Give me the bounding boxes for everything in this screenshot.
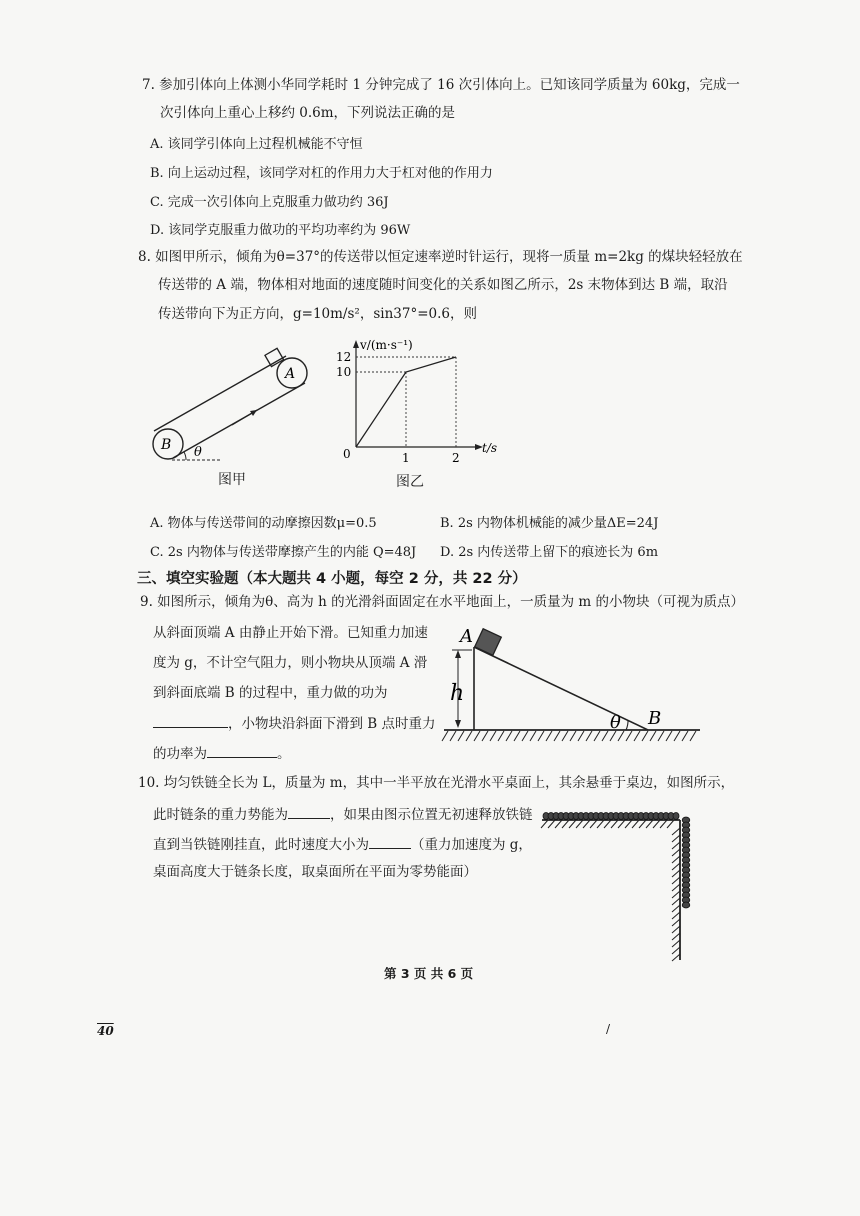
q9-line5-text: ，小物块沿斜面下滑到 B 点时重力 — [228, 716, 436, 732]
q9-stem-line2: 从斜面顶端 A 由静止开始下滑。已知重力加速 — [153, 625, 428, 641]
q7-stem-line1: 7. 参加引体向上体测小华同学耗时 1 分钟完成了 16 次引体向上。已知该同学质量为 60kg，完成一 — [142, 77, 740, 93]
chart-xlabel: t/s — [482, 441, 498, 455]
q10-line3-post: （重力加速度为 g， — [411, 837, 532, 853]
table-hatch — [646, 820, 653, 828]
q9-blank-2[interactable] — [207, 743, 277, 758]
table-hatch — [555, 820, 562, 828]
table-hatch — [672, 856, 680, 863]
q9-blank-1[interactable] — [153, 713, 228, 728]
q7-option-a: A. 该同学引体向上过程机械能不守恒 — [150, 137, 363, 152]
belt-label-a: A — [285, 366, 296, 382]
incline-label-a: A — [460, 626, 473, 647]
chart-ylabel: v/(m·s⁻¹) — [360, 338, 413, 352]
q9-stem-line4: 到斜面底端 B 的过程中，重力做的功为 — [153, 685, 388, 701]
q10-stem-line1: 10. 均匀铁链全长为 L，质量为 m，其中一半平放在光滑水平桌面上，其余悬垂于桌边，如图所示， — [138, 775, 735, 791]
table-hatch — [672, 842, 680, 849]
stray-mark: / — [606, 1022, 611, 1036]
conveyor-belt-figure — [140, 340, 340, 470]
table-hatch — [583, 820, 590, 828]
chain-table-figure — [540, 798, 700, 968]
q10-line3-pre: 直到当铁链刚挂直，此时速度大小为 — [153, 837, 369, 853]
incline-label-b: B — [648, 708, 662, 729]
table-hatch — [672, 926, 680, 933]
q10-blank-1[interactable] — [288, 804, 330, 819]
margin-note: 40 — [97, 1024, 114, 1038]
table-hatch — [672, 863, 680, 870]
q9-stem-line5 — [153, 713, 436, 733]
table-hatch — [604, 820, 611, 828]
belt-label-theta: θ — [194, 445, 202, 460]
q10-stem-line2 — [153, 804, 533, 824]
q10-stem-line4: 桌面高度大于链条长度，取桌面所在平面为零势能面） — [153, 864, 477, 880]
table-hatch — [672, 828, 680, 835]
table-hatch — [632, 820, 639, 828]
chart-origin: 0 — [343, 447, 351, 461]
incline-label-theta: θ — [610, 712, 621, 733]
q8-option-c: C. 2s 内物体与传送带摩擦产生的内能 Q=48J — [150, 545, 417, 560]
table-hatch — [672, 905, 680, 912]
table-hatch — [562, 820, 569, 828]
table-hatch — [672, 877, 680, 884]
chart-ytick-12: 12 — [336, 350, 352, 364]
table-hatch — [618, 820, 625, 828]
table-hatch — [660, 820, 667, 828]
q9-stem-line1: 9. 如图所示，倾角为θ、高为 h 的光滑斜面固定在水平地面上，一质量为 m 的小物块（可视为质点） — [140, 594, 744, 610]
table-hatch — [672, 933, 680, 940]
table-hatch — [548, 820, 555, 828]
table-hatch — [611, 820, 618, 828]
table-hatch — [541, 820, 548, 828]
q8-stem-line2: 传送带的 A 端，物体相对地面的速度随时间变化的关系如图乙所示，2s 末物体到达 B 端，取沿 — [158, 277, 728, 293]
q9-stem-line6 — [153, 743, 291, 763]
table-hatch — [672, 898, 680, 905]
table-hatch — [672, 884, 680, 891]
q10-line2-pre: 此时链条的重力势能为 — [153, 807, 288, 823]
q7-stem-line2: 次引体向上重心上移约 0.6m，下列说法正确的是 — [160, 105, 456, 121]
figure-a-caption: 图甲 — [218, 472, 246, 488]
q9-line6-pre: 的功率为 — [153, 746, 207, 762]
chart-xtick-2: 2 — [452, 451, 460, 465]
q7-option-c: C. 完成一次引体向上克服重力做功约 36J — [150, 195, 389, 210]
section-title: 三、填空实验题（本大题共 4 小题，每空 2 分，共 22 分） — [137, 571, 527, 587]
table-hatch — [576, 820, 583, 828]
q9-line6-post: 。 — [277, 746, 291, 762]
q7-option-b: B. 向上运动过程，该同学对杠的作用力大于杠对他的作用力 — [150, 166, 493, 181]
table-hatch — [625, 820, 632, 828]
table-hatch — [639, 820, 646, 828]
q8-stem-line3: 传送带向下为正方向，g=10m/s²，sin37°=0.6，则 — [158, 306, 477, 322]
table-hatch — [667, 820, 674, 828]
table-hatch — [672, 870, 680, 877]
table-hatch — [653, 820, 660, 828]
incline-figure — [438, 620, 708, 750]
table-hatch — [672, 954, 680, 961]
table-hatch — [672, 849, 680, 856]
q10-blank-2[interactable] — [369, 834, 411, 849]
chain-horizontal-links — [543, 813, 679, 820]
page-number: 第 3 页 共 6 页 — [384, 966, 474, 981]
q10-stem-line3 — [153, 834, 532, 854]
table-hatch — [672, 835, 680, 842]
q8-option-a: A. 物体与传送带间的动摩擦因数μ=0.5 — [150, 516, 377, 531]
belt-label-b: B — [161, 437, 172, 453]
table-hatch — [569, 820, 576, 828]
q9-stem-line3: 度为 g，不计空气阻力，则小物块从顶端 A 滑 — [153, 655, 428, 671]
chart-ytick-10: 10 — [336, 365, 352, 379]
table-hatch — [590, 820, 597, 828]
chart-xtick-1: 1 — [402, 451, 410, 465]
q8-option-b: B. 2s 内物体机械能的减少量ΔE=24J — [440, 516, 659, 531]
figure-b-caption: 图乙 — [396, 474, 424, 490]
table-hatch — [672, 912, 680, 919]
chain-link — [682, 902, 690, 908]
table-hatch — [672, 891, 680, 898]
q10-line2-post: ，如果由图示位置无初速释放铁链 — [330, 807, 533, 823]
chain-link — [673, 813, 679, 820]
table-hatch — [672, 947, 680, 954]
q8-option-d: D. 2s 内传送带上留下的痕迹长为 6m — [440, 545, 659, 560]
velocity-time-chart — [328, 335, 508, 465]
q7-option-d: D. 该同学克服重力做功的平均功率约为 96W — [150, 223, 411, 238]
q8-stem-line1: 8. 如图甲所示，倾角为θ=37°的传送带以恒定速率逆时针运行，现将一质量 m=2kg 的煤块轻轻放在 — [138, 249, 743, 265]
table-hatch — [672, 940, 680, 947]
chain-hanging-links — [682, 817, 690, 908]
table-hatch — [597, 820, 604, 828]
table-hatch — [672, 919, 680, 926]
incline-label-h: h — [450, 681, 465, 706]
